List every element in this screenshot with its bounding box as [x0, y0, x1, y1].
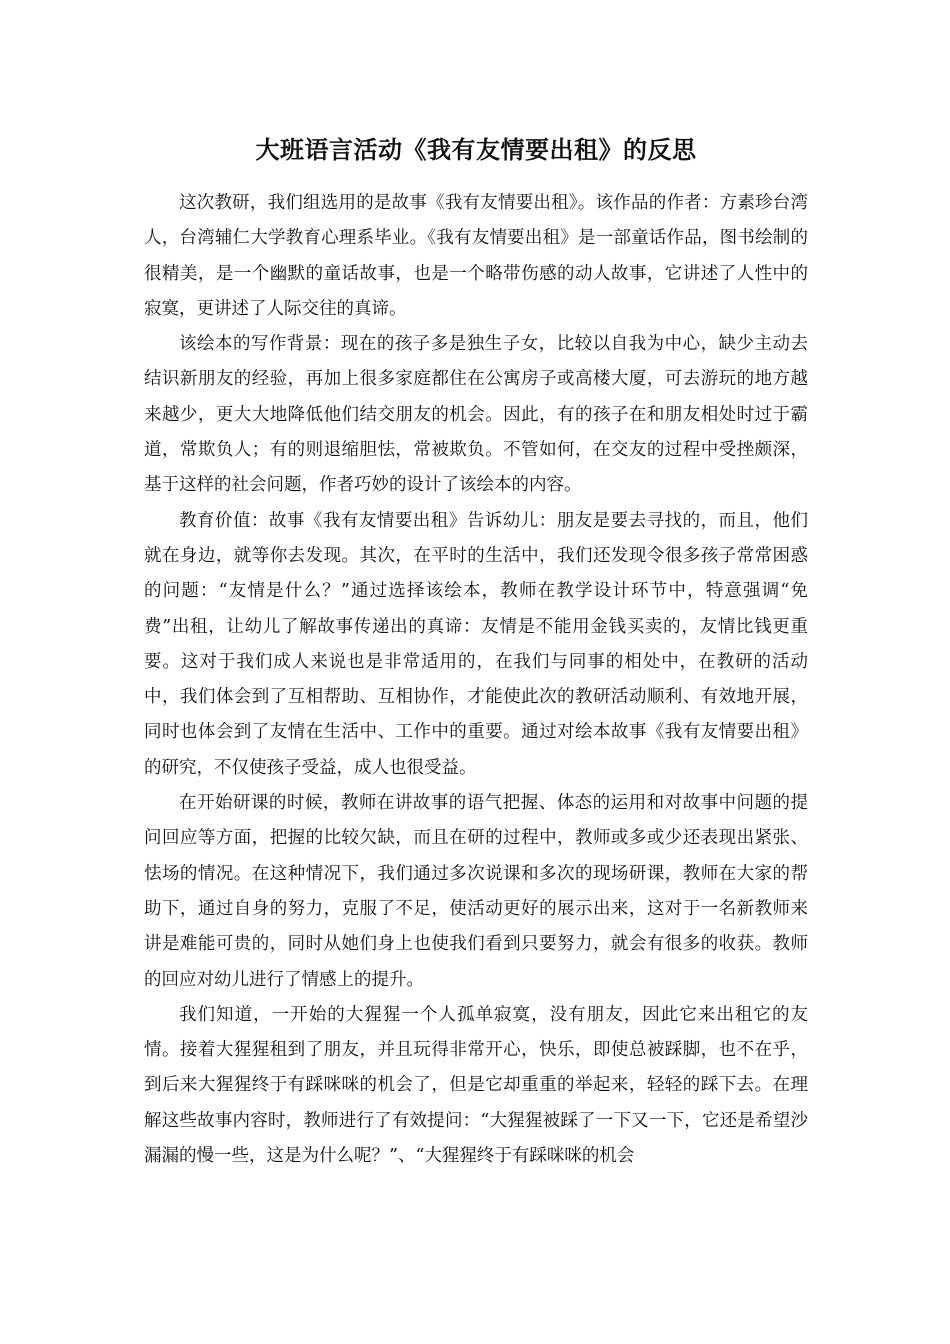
paragraph-background: 该绘本的写作背景：现在的孩子多是独生子女，比较以自我为中心，缺少主动去结识新朋友的经验，再加上很多家庭都住在公寓房子或高楼大厦，可去游玩的地方越来越少，更大大地降低他们结交朋友的机会。因此，有的孩子在和朋友相处时过于霸道，常欺负人；有的则退缩胆怯，常被欺负。不管如何，在交友的过程中受挫颇深，基于这样的社会问题，作者巧妙的设计了该绘本的内容。 [144, 334, 808, 496]
document-title: 大班语言活动《我有友情要出租》的反思 [255, 135, 697, 164]
paragraph-educational-value: 教育价值：故事《我有友情要出租》告诉幼儿：朋友是要去寻找的，而且，他们就在身边，就等你去发现。其次，在平时的生活中，我们还发现令很多孩子常常困惑的问题：“友情是什么？”通过选择该绘本，教师在教学设计环节中，特意强调“免费”出租，让幼儿了解故事传递出的真谛：友情是不能用金钱买卖的，友情比钱更重要。这对于我们成人来说也是非常适用的，在我们与同事的相处中，在教研的活动中，我们体会到了互相帮助、互相协作，才能使此次的教研活动顺利、有效地开展，同时也体会到了友情在生活中、工作中的重要。通过对绘本故事《我有友情要出租》的研究，不仅使孩子受益，成人也很受益。 [144, 510, 808, 778]
paragraph-story-analysis: 我们知道，一开始的大猩猩一个人孤单寂寞，没有朋友，因此它来出租它的友情。接着大猩猩租到了朋友，并且玩得非常开心，快乐，即使总被踩脚，也不在乎，到后来大猩猩终于有踩咪咪的机会了，但是它却重重的举起来，轻轻的踩下去。在理解这些故事内容时，教师进行了有效提问：“大猩猩被踩了一下又一下，它还是希望沙漏漏的慢一些，这是为什么呢？”、“大猩猩终于有踩咪咪的机会 [144, 1004, 808, 1167]
paragraph-intro: 这次教研，我们组选用的是故事《我有友情要出租》。该作品的作者：方素珍台湾人，台湾辅仁大学教育心理系毕业。《我有友情要出租》是一部童话作品，图书绘制的很精美，是一个幽默的童话故事，也是一个略带伤感的动人故事，它讲述了人性中的寂寞，更讲述了人际交往的真谛。 [144, 193, 808, 319]
paragraph-lesson-study: 在开始研课的时候，教师在讲故事的语气把握、体态的运用和对故事中问题的提问回应等方面，把握的比较欠缺，而且在研的过程中，教师或多或少还表现出紧张、怯场的情况。在这种情况下，我们通过多次说课和多次的现场研课，教师在大家的帮助下，通过自身的努力，克服了不足，使活动更好的展示出来，这对于一名新教师来讲是难能可贵的，同时从她们身上也使我们看到只要努力，就会有很多的收获。教师的回应对幼儿进行了情感上的提升。 [144, 793, 808, 990]
document-body [144, 128, 808, 1174]
